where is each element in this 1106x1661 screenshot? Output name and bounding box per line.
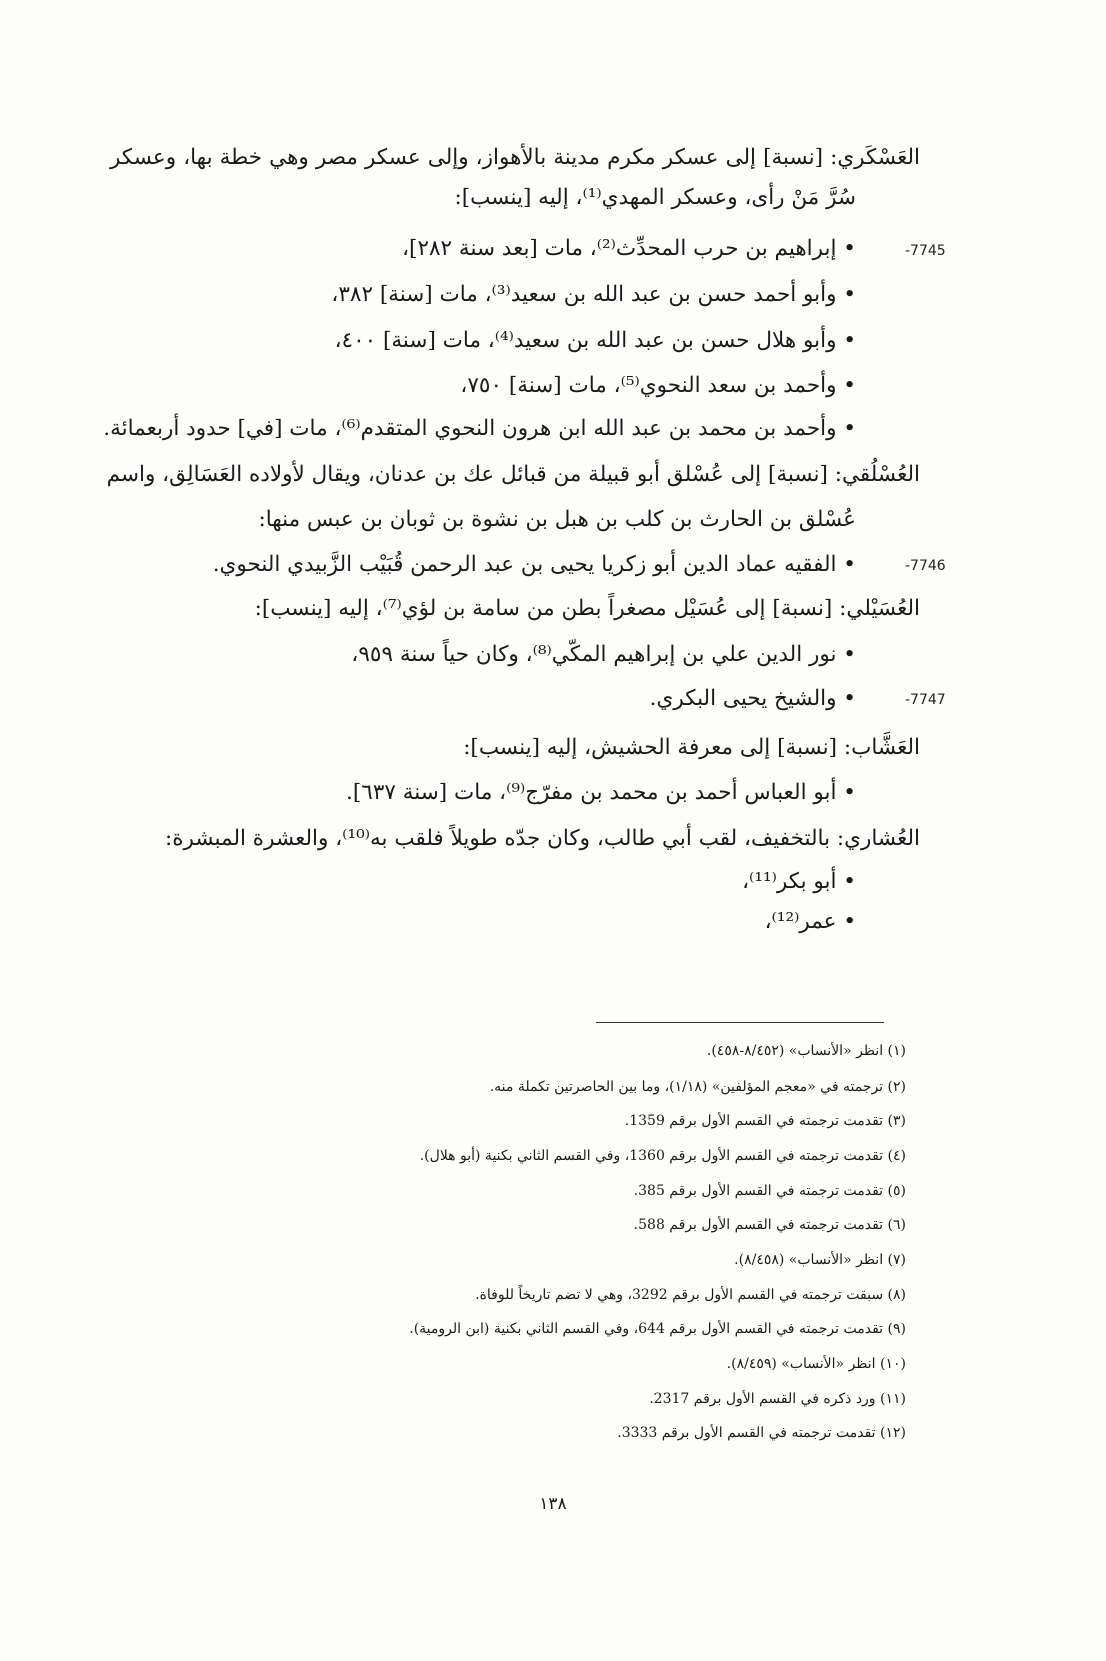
- entry-heading-usayli: العُسَيْلي: [نسبة] إلى عُسَيْل مصغراً بطن من سامة بن لؤي⁽⁷⁾، إليه [ينسب]:: [254, 596, 920, 621]
- footnote: (٨) سبقت ترجمته في القسم الأول برقم 3292، وهي لا تضم تاريخاً للوفاة.: [475, 1287, 906, 1303]
- list-item: • الفقيه عماد الدين أبو زكريا يحيى بن عبد الرحمن قُبَيْب الزَّبيدي النحوي.: [212, 552, 856, 577]
- entry-number: -7747: [905, 692, 946, 708]
- footnote: (٩) تقدمت ترجمته في القسم الأول برقم 644، وفي القسم الثاني بكنية (ابن الرومية).: [409, 1321, 906, 1337]
- entry-heading-ushari: العُشاري: بالتخفيف، لقب أبي طالب، وكان جدّه طويلاً فلقب به⁽¹⁰⁾، والعشرة المبشرة:: [164, 826, 920, 851]
- page-number: ١٣٨: [539, 1494, 567, 1514]
- entry-continuation: عُسْلق بن الحارث بن كلب بن هبل بن نشوة بن ثوبان بن عبس منها:: [258, 507, 856, 532]
- entry-heading-usluqi: العُسْلُقي: [نسبة] إلى عُسْلق أبو قبيلة من قبائل عك بن عدنان، ويقال لأولاده العَسَالِق، واسم: [106, 462, 920, 487]
- list-item: • نور الدين علي بن إبراهيم المكّي⁽⁸⁾، وكان حياً سنة ٩٥٩،: [351, 642, 856, 667]
- footnote: (٧) انظر «الأنساب» (٨/٤٥٨).: [734, 1252, 906, 1268]
- footnote-divider: [596, 1022, 884, 1023]
- list-item: • عمر⁽¹²⁾،: [764, 909, 856, 934]
- footnote: (٣) تقدمت ترجمته في القسم الأول برقم 1359.: [624, 1113, 906, 1129]
- list-item: • وأحمد بن سعد النحوي⁽⁵⁾، مات [سنة] ٧٥٠،: [460, 373, 856, 398]
- footnote: (٥) تقدمت ترجمته في القسم الأول برقم 385.: [633, 1183, 906, 1199]
- list-item: • أبو العباس أحمد بن محمد بن مفرّج⁽⁹⁾، مات [سنة ٦٣٧].: [346, 780, 856, 805]
- footnote: (١٠) انظر «الأنساب» (٨/٤٥٩).: [726, 1356, 906, 1372]
- entry-heading-askari: العَسْكَري: [نسبة] إلى عسكر مكرم مدينة بالأهواز، وإلى عسكر مصر وهي خطة بها، وعسكر: [110, 145, 920, 170]
- list-item: • أبو بكر⁽¹¹⁾،: [742, 869, 856, 894]
- entry-heading-ashshab: العَشَّاب: [نسبة] إلى معرفة الحشيش، إليه [ينسب]:: [463, 735, 920, 760]
- footnote: (١) انظر «الأنساب» (٨/٤٥٢-٤٥٨).: [706, 1043, 906, 1059]
- entry-continuation: سُرَّ مَنْ رأى، وعسكر المهدي⁽¹⁾، إليه [ينسب]:: [454, 185, 856, 210]
- list-item: • والشيخ يحيى البكري.: [649, 686, 856, 711]
- footnote: (٢) ترجمته في «معجم المؤلفين» (١/١٨)، وما بين الحاصرتين تكملة منه.: [489, 1079, 906, 1095]
- entry-number: -7746: [905, 558, 946, 574]
- list-item: • وأبو هلال حسن بن عبد الله بن سعيد⁽⁴⁾، مات [سنة] ٤٠٠،: [334, 328, 856, 353]
- footnote: (١٢) تقدمت ترجمته في القسم الأول برقم 3333.: [617, 1425, 906, 1441]
- list-item: • وأحمد بن محمد بن عبد الله ابن هرون النحوي المتقدم⁽⁶⁾، مات [في] حدود أربعمائة.: [103, 416, 856, 441]
- footnote: (٦) تقدمت ترجمته في القسم الأول برقم 588.: [633, 1217, 906, 1233]
- entry-number: -7745: [905, 243, 946, 259]
- footnote: (٤) تقدمت ترجمته في القسم الأول برقم 1360، وفي القسم الثاني بكنية (أبو هلال).: [419, 1148, 906, 1164]
- list-item: • إبراهيم بن حرب المحدِّث⁽²⁾، مات [بعد سنة ٢٨٢]،: [402, 236, 856, 261]
- footnote: (١١) ورد ذكره في القسم الأول برقم 2317.: [649, 1391, 906, 1407]
- list-item: • وأبو أحمد حسن بن عبد الله بن سعيد⁽³⁾، مات [سنة] ٣٨٢،: [331, 282, 856, 307]
